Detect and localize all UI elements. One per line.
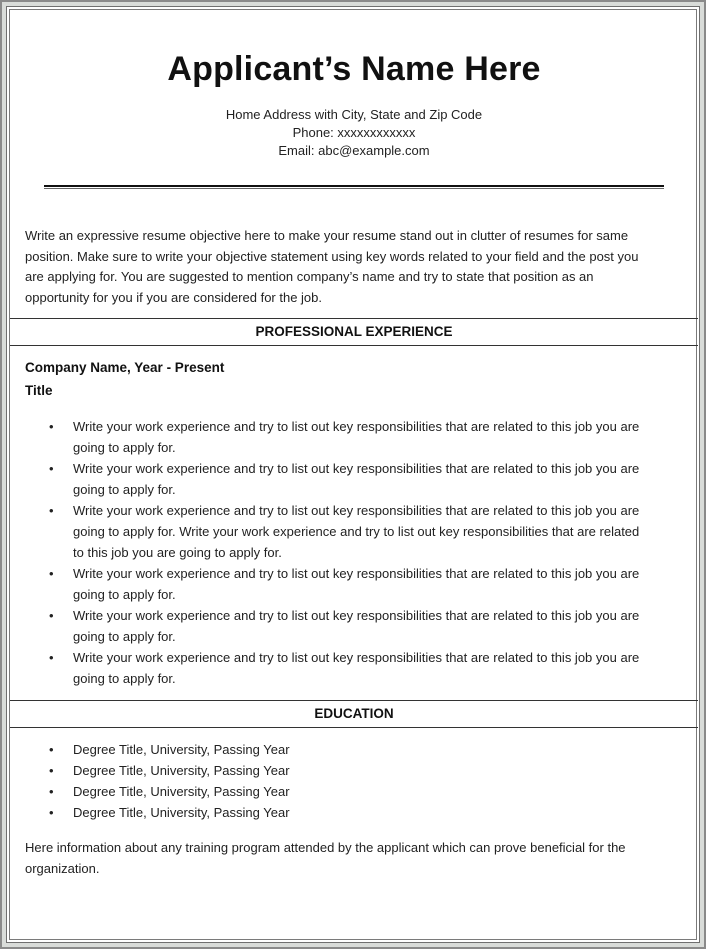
list-item: • Degree Title, University, Passing Year (10, 781, 698, 802)
list-item: • Write your work experience and try to list out key responsibilities that are related to this job you are going to apply for. (10, 605, 698, 647)
bullet-icon: • (49, 503, 54, 518)
bullet-icon: • (49, 461, 54, 476)
list-item: • Write your work experience and try to list out key responsibilities that are related to this job you are going to apply for. (10, 458, 698, 500)
home-address: Home Address with City, State and Zip Code (225, 107, 483, 122)
list-item: • Degree Title, University, Passing Year (10, 802, 698, 823)
experience-list (10, 416, 698, 689)
bullet-icon: • (49, 763, 54, 778)
training-line: organization. (25, 860, 100, 876)
bullet-icon: • (49, 566, 54, 581)
header-rule (44, 185, 664, 189)
job-title: Title (25, 383, 53, 398)
bullet-icon: • (49, 784, 54, 799)
bullet-icon: • (49, 650, 54, 665)
bullet-icon: • (49, 805, 54, 820)
list-item: • Write your work experience and try to list out key responsibilities that are related to this job you are going to apply for. Write your work experience and try to list out key responsibilities that are related to this job you are going to apply for. (10, 500, 698, 563)
education-heading: EDUCATION (10, 700, 698, 728)
experience-heading: PROFESSIONAL EXPERIENCE (10, 318, 698, 346)
bullet-icon: • (49, 742, 54, 757)
objective-line: position. Make sure to write your objective statement using key words related to your field and the post you (25, 248, 639, 264)
list-item: • Write your work experience and try to list out key responsibilities that are related to this job you are going to apply for. (10, 416, 698, 458)
objective-paragraph (25, 226, 677, 308)
objective-line: Write an expressive resume objective here to make your resume stand out in clutter of resumes for same (25, 228, 629, 243)
list-item: • Write your work experience and try to list out key responsibilities that are related to this job you are going to apply for. (10, 647, 698, 689)
applicant-name: Applicant’s Name Here (167, 50, 541, 88)
company-name: Company Name, Year - Present (25, 360, 225, 375)
education-list (10, 739, 698, 823)
bullet-icon: • (49, 419, 54, 434)
bullet-icon: • (49, 608, 54, 623)
list-item: • Degree Title, University, Passing Year (10, 760, 698, 781)
list-item: • Write your work experience and try to list out key responsibilities that are related to this job you are going to apply for. (10, 563, 698, 605)
objective-line: are applying for. You are suggested to mention company’s name and try to state that position as an (25, 269, 594, 284)
training-line: Here information about any training program attended by the applicant which can prove beneficial for the (25, 840, 626, 855)
objective-line: opportunity for you if you are considered for the job. (25, 289, 323, 305)
phone: Phone: xxxxxxxxxxxx (292, 125, 416, 140)
resume-page (9, 9, 697, 940)
list-item: • Degree Title, University, Passing Year (10, 739, 698, 760)
email: Email: abc@example.com (278, 143, 430, 158)
training-paragraph (25, 838, 677, 879)
